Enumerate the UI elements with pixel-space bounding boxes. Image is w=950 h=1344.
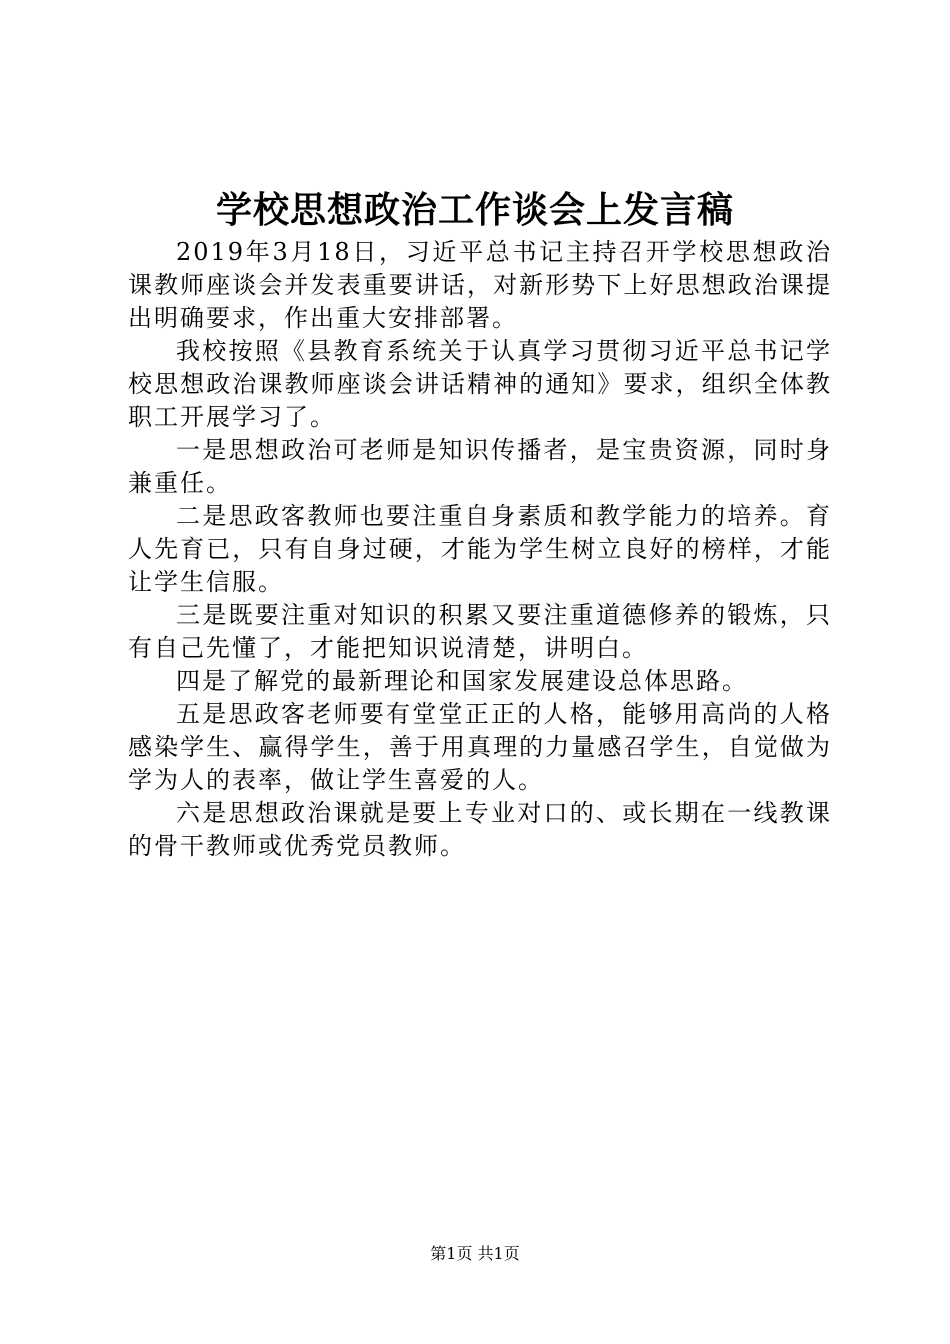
paragraph-7: 五是思政客老师要有堂堂正正的人格，能够用高尚的人格感染学生、赢得学生，善于用真理的力量感召学生，自觉做为学为人的表率，做让学生喜爱的人。: [128, 700, 832, 794]
paragraph-6: 四是了解党的最新理论和国家发展建设总体思路。: [176, 667, 748, 695]
document-title: 学校思想政治工作谈会上发言稿: [215, 189, 734, 231]
paragraph-2: 我校按照《县教育系统关于认真学习贯彻习近平总书记学校思想政治课教师座谈会讲话精神的通知》要求，组织全体教职工开展学习了。: [128, 337, 832, 431]
paragraph-5: 三是既要注重对知识的积累又要注重道德修养的锻炼，只有自己先懂了，才能把知识说清楚，讲明白。: [128, 601, 832, 662]
document-body: [128, 236, 832, 863]
paragraph-3: 一是思想政治可老师是知识传播者，是宝贵资源，同时身兼重任。: [128, 436, 832, 497]
paragraph-1: 2019年3月18日，习近平总书记主持召开学校思想政治课教师座谈会并发表重要讲话，对新形势下上好思想政治课提出明确要求，作出重大安排部署。: [128, 238, 832, 332]
page-number-footer: 第1页 共1页: [430, 1244, 520, 1263]
paragraph-4: 二是思政客教师也要注重自身素质和教学能力的培养。育人先育已，只有自身过硬，才能为学生树立良好的榜样，才能让学生信服。: [128, 502, 832, 596]
paragraph-8: 六是思想政治课就是要上专业对口的、或长期在一线教课的骨干教师或优秀党员教师。: [128, 799, 832, 860]
